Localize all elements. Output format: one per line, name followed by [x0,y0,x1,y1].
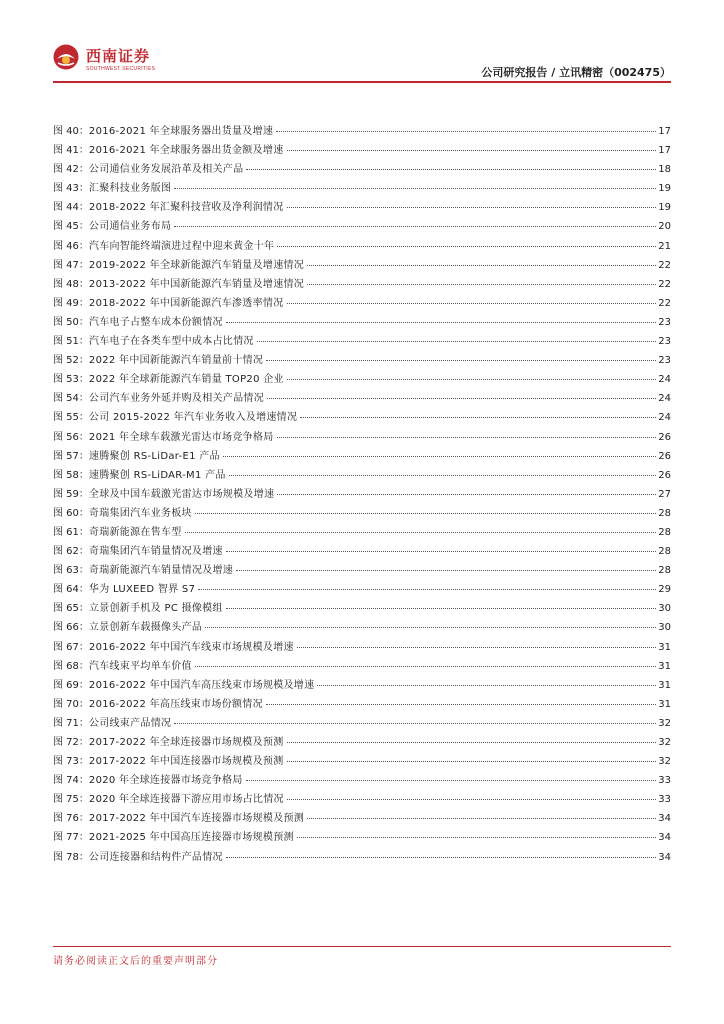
toc-page-number: 30 [658,622,671,634]
toc-figure-title: 2019-2022 年全球新能源汽车销量及增速情况 [88,259,305,271]
toc-dot-leader [195,666,656,667]
toc-entry[interactable] [53,294,671,313]
toc-figure-label: 图 64： [53,584,89,596]
toc-dot-leader [287,742,657,743]
toc-figure-label: 图 77： [53,832,89,844]
footer-divider [53,946,671,947]
toc-figure-label: 图 55： [53,412,89,424]
toc-entry[interactable] [53,657,671,676]
toc-entry[interactable] [53,618,671,637]
toc-dot-leader [287,379,656,380]
toc-figure-label: 图 70： [53,698,89,710]
toc-figure-label: 图 66： [53,622,89,634]
toc-page-number: 28 [658,565,671,577]
toc-dot-leader [297,647,656,648]
toc-page-number: 31 [658,660,671,672]
toc-page-number: 22 [658,297,671,309]
toc-dot-leader [307,265,656,266]
toc-figure-title: 公司通信业务布局 [88,221,172,233]
toc-page-number: 29 [658,584,671,596]
toc-dot-leader [205,627,656,628]
toc-figure-title: 2020 年全球连接器市场竞争格局 [88,775,243,787]
toc-entry[interactable] [53,217,671,236]
toc-entry[interactable] [53,809,671,828]
toc-entry[interactable] [53,714,671,733]
toc-figure-title: 立景创新手机及 PC 摄像模组 [88,603,223,615]
toc-entry[interactable] [53,466,671,485]
toc-figure-title: 汽车电子在各类车型中成本占比情况 [88,336,254,348]
toc-figure-title: 奇瑞集团汽车销量情况及增速 [88,546,223,558]
toc-dot-leader [236,570,656,571]
toc-dot-leader [226,322,656,323]
toc-page-number: 28 [658,507,671,519]
logo-english-name: SOUTHWEST SECURITIES [86,66,156,72]
toc-entry[interactable] [53,599,671,618]
toc-page-number: 21 [658,240,671,252]
toc-figure-title: 2013-2022 年中国新能源汽车销量及增速情况 [88,278,305,290]
toc-page-number: 31 [658,698,671,710]
toc-page-number: 26 [658,450,671,462]
toc-dot-leader [226,857,656,858]
toc-figure-label: 图 53： [53,374,89,386]
toc-figure-title: 2020 年全球连接器下游应用市场占比情况 [88,794,284,806]
toc-figure-label: 图 78： [53,851,89,863]
toc-dot-leader [266,704,656,705]
toc-entry[interactable] [53,523,671,542]
toc-entry[interactable] [53,256,671,275]
toc-page-number: 23 [658,355,671,367]
toc-dot-leader [307,818,656,819]
toc-dot-leader [257,341,657,342]
toc-figure-label: 图 54： [53,393,89,405]
toc-dot-leader [287,303,657,304]
toc-figure-title: 公司连接器和结构件产品情况 [88,851,223,863]
figure-table-of-contents [53,122,671,867]
toc-page-number: 34 [658,851,671,863]
toc-figure-label: 图 71： [53,717,89,729]
toc-page-number: 28 [658,526,671,538]
page-header [0,0,724,82]
toc-figure-label: 图 72： [53,737,89,748]
toc-figure-title: 速腾聚创 RS-LiDar-E1 产品 [88,450,220,462]
toc-figure-label: 图 67： [53,641,89,653]
toc-dot-leader [277,437,657,438]
toc-entry[interactable] [53,485,671,504]
toc-figure-label: 图 43： [53,183,89,195]
toc-dot-leader [266,360,656,361]
toc-figure-title: 2022 年全球新能源汽车销量 TOP20 企业 [88,374,284,386]
toc-figure-title: 公司线束产品情况 [88,717,172,729]
toc-dot-leader [287,207,657,208]
toc-page-number: 17 [658,145,671,157]
toc-entry[interactable] [53,580,671,599]
toc-page-number: 20 [658,221,671,233]
toc-figure-label: 图 76： [53,813,89,825]
toc-figure-label: 图 65： [53,603,89,615]
toc-dot-leader [174,723,656,724]
toc-figure-label: 图 51： [53,336,89,348]
report-title: 公司研究报告 / 立讯精密（002475） [481,66,671,79]
footer-disclaimer: 请务必阅读正文后的重要声明部分 [53,956,218,967]
toc-entry[interactable] [53,351,671,370]
toc-page-number: 22 [658,278,671,290]
toc-dot-leader [287,761,657,762]
toc-page-number: 30 [658,603,671,615]
toc-page-number: 18 [658,164,671,176]
toc-figure-label: 图 52： [53,355,89,367]
toc-page-number: 24 [658,374,671,386]
toc-entry[interactable] [53,542,671,561]
toc-figure-label: 图 48： [53,278,89,290]
toc-figure-label: 图 68： [53,660,89,672]
toc-entry[interactable] [53,408,671,427]
toc-page-number: 28 [658,546,671,558]
toc-page-number: 22 [658,259,671,271]
toc-figure-title: 全球及中国车载激光雷达市场规模及增速 [88,488,275,500]
toc-entry[interactable] [53,695,671,714]
toc-page-number: 23 [658,336,671,348]
toc-figure-title: 奇瑞新能源汽车销量情况及增速 [88,565,234,577]
toc-dot-leader [226,608,656,609]
toc-entry[interactable] [53,848,671,867]
toc-figure-title: 2017-2022 年中国连接器市场规模及预测 [88,756,284,768]
toc-dot-leader [287,150,657,151]
toc-page-number: 31 [658,641,671,653]
toc-figure-label: 图 49： [53,297,89,309]
toc-page-number: 24 [658,412,671,424]
toc-entry[interactable] [53,733,671,752]
toc-figure-title: 奇瑞集团汽车业务板块 [88,507,192,519]
toc-page-number: 31 [658,679,671,691]
toc-figure-title: 公司 2015-2022 年汽车业务收入及增速情况 [88,412,298,424]
toc-figure-title: 汽车电子占整车成本份额情况 [88,316,223,328]
toc-figure-title: 2018-2022 年中国新能源汽车渗透率情况 [88,297,284,309]
toc-dot-leader [317,685,656,686]
toc-figure-label: 图 63： [53,565,89,577]
toc-figure-title: 2017-2022 年中国汽车连接器市场规模及预测 [88,813,305,825]
toc-entry[interactable] [53,237,671,256]
toc-page-number: 26 [658,431,671,443]
toc-entry[interactable] [53,771,671,790]
toc-page-number: 32 [658,717,671,729]
toc-figure-title: 2016-2021 年全球服务器出货金额及增速 [88,145,284,157]
toc-figure-title: 2017-2022 年全球连接器市场规模及预测 [88,737,284,748]
toc-entry[interactable] [53,275,671,294]
toc-page-number: 19 [658,202,671,214]
toc-entry[interactable] [53,179,671,198]
toc-figure-title: 速腾聚创 RS-LiDAR-M1 产品 [88,469,226,481]
toc-entry[interactable] [53,313,671,332]
toc-figure-title: 2016-2022 年中国汽车高压线束市场规模及增速 [88,679,315,691]
toc-entry[interactable] [53,428,671,447]
toc-page-number: 27 [658,488,671,500]
toc-figure-label: 图 56： [53,431,89,443]
toc-dot-leader [223,456,656,457]
toc-figure-title: 公司汽车业务外延并购及相关产品情况 [88,393,265,405]
toc-dot-leader [229,475,657,476]
toc-figure-title: 2021-2025 年中国高压连接器市场规模预测 [88,832,294,844]
toc-figure-label: 图 58： [53,469,89,481]
toc-figure-label: 图 46： [53,240,89,252]
toc-page-number: 33 [658,794,671,806]
toc-figure-title: 汽车向智能终端演进过程中迎来黄金十年 [88,240,275,252]
toc-figure-label: 图 74： [53,775,89,787]
toc-dot-leader [246,780,657,781]
toc-figure-label: 图 42： [53,164,89,176]
toc-figure-title: 华为 LUXEED 智界 S7 [88,584,196,596]
toc-dot-leader [307,284,656,285]
toc-figure-label: 图 45： [53,221,89,233]
toc-entry[interactable] [53,676,671,695]
toc-figure-title: 奇瑞新能源在售车型 [88,526,182,538]
toc-dot-leader [277,246,656,247]
toc-figure-title: 汽车线束平均单车价值 [88,660,192,672]
toc-figure-title: 2021 年全球车载激光雷达市场竞争格局 [88,431,274,443]
toc-dot-leader [300,417,656,418]
toc-entry[interactable] [53,752,671,771]
toc-entry[interactable] [53,828,671,847]
logo-chinese-name: 西南证券 [86,47,151,65]
toc-entry[interactable] [53,638,671,657]
toc-figure-title: 2016-2022 年高压线束市场份额情况 [88,698,263,710]
toc-dot-leader [198,589,656,590]
toc-entry[interactable] [53,122,671,141]
toc-page-number: 34 [658,813,671,825]
toc-page-number: 33 [658,775,671,787]
toc-figure-label: 图 69： [53,679,89,691]
toc-dot-leader [195,513,656,514]
toc-entry[interactable] [53,332,671,351]
toc-dot-leader [174,188,656,189]
toc-figure-label: 图 44： [53,202,89,214]
toc-figure-label: 图 59： [53,488,89,500]
toc-entry[interactable] [53,389,671,408]
toc-dot-leader [246,169,656,170]
header-divider [53,81,671,83]
toc-figure-label: 图 41： [53,145,89,157]
toc-entry[interactable] [53,790,671,809]
toc-entry[interactable] [53,141,671,160]
toc-figure-label: 图 62： [53,546,89,558]
toc-dot-leader [276,131,656,132]
toc-entry[interactable] [53,198,671,217]
toc-figure-title: 2016-2021 年全球服务器出货量及增速 [88,126,274,137]
toc-figure-label: 图 60： [53,507,89,519]
toc-figure-label: 图 75： [53,794,89,806]
toc-dot-leader [277,494,656,495]
toc-dot-leader [185,532,657,533]
toc-figure-title: 2016-2022 年中国汽车线束市场规模及增速 [88,641,294,653]
toc-figure-title: 公司通信业务发展沿革及相关产品 [88,164,244,176]
southwest-securities-logo-icon [53,44,79,70]
toc-page-number: 23 [658,316,671,328]
toc-dot-leader [297,837,656,838]
toc-page-number: 19 [658,183,671,195]
toc-dot-leader [287,799,656,800]
toc-dot-leader [267,398,656,399]
toc-page-number: 32 [658,756,671,768]
toc-entry[interactable] [53,504,671,523]
toc-page-number: 26 [658,469,671,481]
toc-figure-title: 2018-2022 年汇聚科技营收及净利润情况 [88,202,284,214]
toc-figure-label: 图 40： [53,126,89,137]
toc-entry[interactable] [53,447,671,466]
toc-figure-label: 图 73： [53,756,89,768]
toc-figure-label: 图 61： [53,526,89,538]
toc-dot-leader [174,226,656,227]
toc-page-number: 24 [658,393,671,405]
toc-entry[interactable] [53,160,671,179]
toc-entry[interactable] [53,370,671,389]
toc-page-number: 17 [658,126,671,137]
toc-figure-title: 汇聚科技业务版图 [88,183,172,195]
toc-figure-title: 2022 年中国新能源汽车销量前十情况 [88,355,264,367]
toc-figure-label: 图 47： [53,259,89,271]
toc-page-number: 32 [658,737,671,748]
toc-figure-title: 立景创新车载摄像头产品 [88,622,203,634]
toc-figure-label: 图 50： [53,316,89,328]
toc-figure-label: 图 57： [53,450,89,462]
toc-entry[interactable] [53,561,671,580]
toc-dot-leader [226,551,656,552]
toc-page-number: 34 [658,832,671,844]
